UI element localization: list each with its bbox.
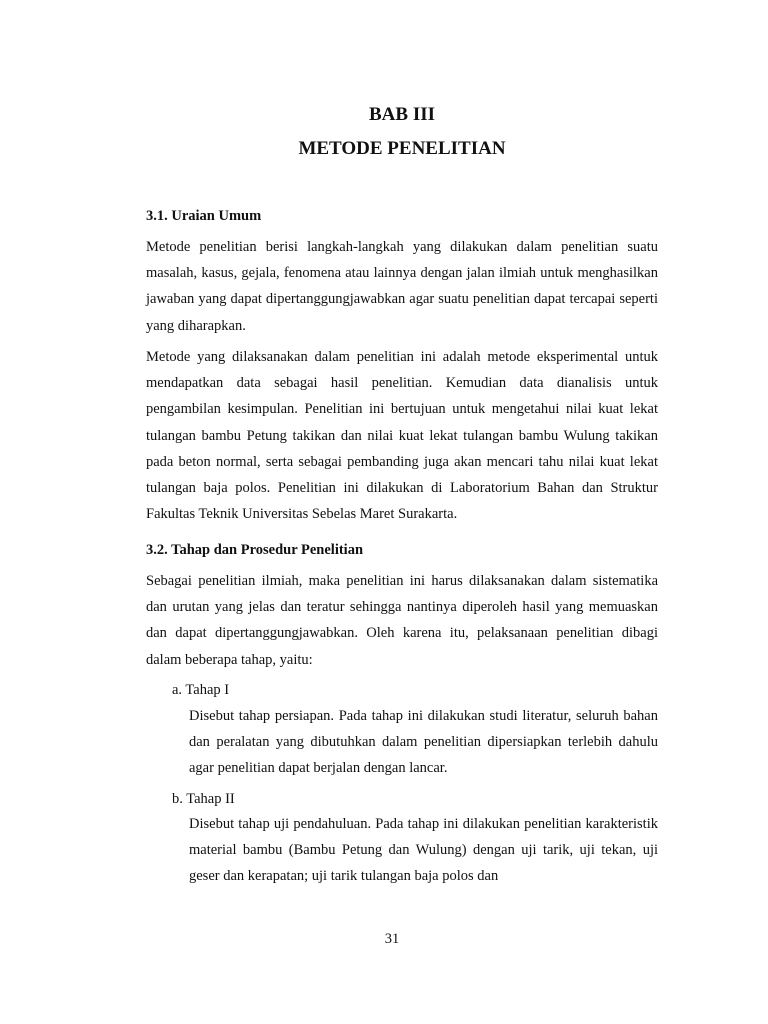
paragraph-tahap-intro: Sebagai penelitian ilmiah, maka penelitian ini harus dilaksanakan dalam sistematika dan urutan yang jelas dan teratur sehingga nantinya diperoleh hasil yang memuaskan dan dapat dipertanggungjawabkan. Oleh karena itu, pelaksanaan penelitian dibagi dalam beberapa tahap, yaitu: [146, 573, 658, 668]
chapter-heading: BAB III [369, 104, 435, 125]
paragraph-metode-eksperimental: Metode yang dilaksanakan dalam penelitian ini adalah metode eksperimental untuk mendapatkan data sebagai hasil penelitian. Kemudian data dianalisis untuk pengambilan kesimpulan. Penelitian ini bertujuan untuk mengetahui nilai kuat lekat tulangan bambu Petung takikan dan nilai kuat lekat tulangan bambu Wulung takikan pada beton normal, serta sebagai pembanding juga akan mencari tahu nilai kuat lekat tulangan baja polos. Penelitian ini dilakukan di Laboratorium Bahan dan Struktur Fakultas Teknik Universitas Sebelas Maret Surakarta. [146, 349, 658, 523]
chapter-title: METODE PENELITIAN [298, 138, 506, 159]
list-item-text-tahap-1: Disebut tahap persiapan. Pada tahap ini dilakukan studi literatur, seluruh bahan dan peralatan yang dibutuhkan dalam penelitian dipersiapkan terlebih dahulu agar penelitian dapat berjalan dengan lancar. [189, 708, 658, 777]
list-item-text-tahap-2: Disebut tahap uji pendahuluan. Pada tahap ini dilakukan penelitian karakteristik material bambu (Bambu Petung dan Wulung) dengan uji tarik, uji tekan, uji geser dan kerapatan; uji tarik tulangan baja polos dan [189, 816, 658, 885]
section-title-uraian-umum: 3.1. Uraian Umum [146, 208, 262, 224]
page-number: 31 [384, 931, 400, 947]
section-title-tahap-prosedur: 3.2. Tahap dan Prosedur Penelitian [146, 542, 364, 558]
list-item-label-tahap-2: b. Tahap II [172, 791, 235, 807]
list-item-label-tahap-1: a. Tahap I [172, 682, 230, 698]
paragraph-metode-definition: Metode penelitian berisi langkah-langkah yang dilakukan dalam penelitian suatu masalah, kasus, gejala, fenomena atau lainnya dengan jalan ilmiah untuk menghasilkan jawaban yang dapat dipertanggungjawabkan agar suatu penelitian dapat tercapai seperti yang diharapkan. [146, 239, 658, 334]
